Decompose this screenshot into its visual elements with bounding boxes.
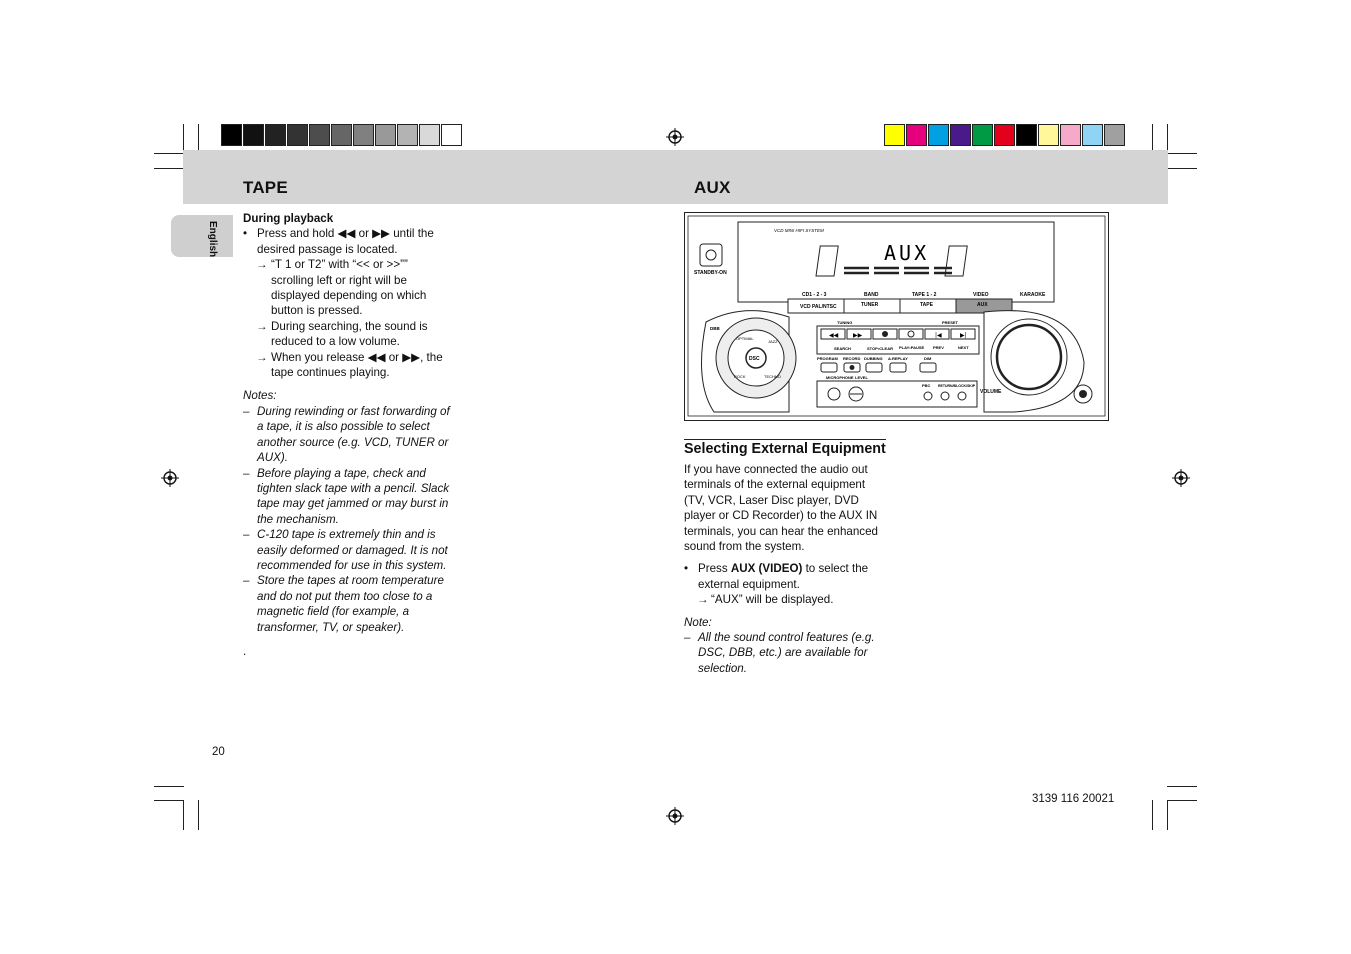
crop-mark	[183, 800, 184, 830]
list-item: → When you release ◀◀ or ▶▶, the tape continues playing.	[256, 350, 443, 380]
registration-mark-icon	[666, 807, 684, 825]
karaoke-logo: KARAOKE	[1020, 292, 1046, 298]
display-readout: AUX	[884, 241, 930, 265]
list-item: → “AUX” will be displayed.	[697, 593, 834, 607]
source-button-label: AUX	[977, 302, 988, 308]
transport-label: SEARCH	[834, 346, 851, 351]
color-swatch	[243, 124, 264, 146]
document-code: 3139 116 20021	[1032, 793, 1115, 805]
pbc-label: PBC	[922, 383, 931, 388]
list-item: • Press and hold ◀◀ or ▶▶ until the desired passage is located.	[243, 227, 434, 256]
function-label: DUBBING	[864, 356, 883, 361]
color-swatch	[950, 124, 971, 146]
level-label: LEVEL	[855, 375, 868, 380]
function-label: A.REPLAY	[888, 356, 908, 361]
color-swatch	[1082, 124, 1103, 146]
return-label: RETURN/BLOCK/SKIP	[938, 384, 976, 388]
intro-paragraph: If you have connected the audio out terminals of the external equipment (TV, VCR, Laser Disc player, DVD player or CD Recorder) to the AUX IN terminals, you can hear the enhanced sound from the system.	[684, 463, 878, 554]
color-swatch	[1104, 124, 1125, 146]
function-label: RECORD	[843, 356, 861, 361]
preset-label: PRESET	[942, 320, 959, 325]
header-band	[183, 150, 1168, 204]
color-swatch	[397, 124, 418, 146]
list-item: – During rewinding or fast forwarding of a tape, it is also possible to select another source (e.g. VCD, TUNER or AUX).	[243, 404, 450, 465]
crop-mark	[154, 786, 184, 787]
color-swatch	[287, 124, 308, 146]
list-item: – Before playing a tape, check and tighten slack tape with a pencil. Slack tape may get jammed or may burst in the mechanism.	[243, 466, 450, 526]
function-label: PROGRAM	[817, 356, 838, 361]
color-swatch	[309, 124, 330, 146]
dial-label: TECHNO	[764, 374, 781, 379]
registration-mark-icon	[1172, 469, 1190, 487]
notes-title: Notes:	[243, 389, 277, 403]
standby-label: STANDBY-ON	[694, 270, 727, 276]
crop-mark	[154, 800, 184, 801]
color-swatch	[972, 124, 993, 146]
color-swatch	[994, 124, 1015, 146]
color-swatch	[1060, 124, 1081, 146]
dial-label: JAZZ	[768, 339, 778, 344]
list-item: → During searching, the sound is reduced to a low volume.	[256, 319, 428, 349]
section-rule	[684, 439, 886, 440]
source-button-label: TUNER	[861, 302, 879, 308]
dial-label: ROCK	[734, 374, 746, 379]
stray-dot: .	[243, 645, 247, 658]
crop-mark	[1167, 800, 1168, 830]
language-tab	[171, 215, 233, 257]
crop-mark	[154, 168, 184, 169]
brand-line: VCD MINI HIFI SYSTEM	[774, 228, 824, 233]
crop-mark	[1167, 786, 1197, 787]
crop-mark	[154, 153, 184, 154]
registration-mark-icon	[666, 128, 684, 146]
mic-label: MICROPHONE	[826, 375, 854, 380]
list-item: – Store the tapes at room temperature and do not put them too close to a magnetic field (for example, a transformer, TV, or speaker).	[243, 574, 444, 634]
color-swatch	[375, 124, 396, 146]
crop-mark	[1167, 153, 1197, 154]
color-swatch	[928, 124, 949, 146]
color-swatch	[906, 124, 927, 146]
svg-text:|◀: |◀	[935, 332, 942, 339]
list-item: • Press AUX (VIDEO) to select the external equipment.	[684, 562, 869, 591]
transport-label: PLAY•PAUSE	[899, 345, 925, 350]
color-swatch	[1016, 124, 1037, 146]
dsc-label: DSC	[749, 356, 760, 362]
page-title-aux: AUX	[694, 178, 731, 197]
note-title: Note:	[684, 615, 712, 629]
page-title-tape: TAPE	[243, 178, 288, 197]
color-swatch	[353, 124, 374, 146]
source-button-label: VCD PAL/NTSC	[800, 304, 837, 310]
transport-label: NEXT	[958, 345, 969, 350]
list-item: – All the sound control features (e.g. DSC, DBB, etc.) are available for selection.	[684, 631, 875, 675]
crop-mark	[1167, 800, 1197, 801]
color-swatch	[884, 124, 905, 146]
page-number: 20	[212, 746, 225, 758]
left-column	[243, 211, 453, 635]
source-label: CD1 - 2 - 3	[802, 292, 827, 298]
right-column	[684, 462, 889, 676]
section-heading: During playback	[243, 212, 334, 225]
svg-text:▶|: ▶|	[960, 332, 967, 339]
transport-label: PREV	[933, 345, 944, 350]
source-button-label: TAPE	[920, 302, 933, 308]
crop-mark	[1152, 800, 1153, 830]
color-swatch	[441, 124, 462, 146]
dbb-label: DBB	[710, 326, 720, 331]
svg-text:◀◀: ◀◀	[829, 332, 839, 339]
tuning-label: TUNING	[837, 320, 853, 325]
dial-label: OPTIMAL	[736, 336, 754, 341]
language-tab-label: English	[207, 221, 218, 258]
device-front-panel-illustration	[684, 212, 1109, 421]
source-label: BAND	[864, 292, 879, 298]
crop-mark	[198, 800, 199, 830]
source-label: TAPE 1 - 2	[912, 292, 937, 298]
color-swatch	[419, 124, 440, 146]
registration-mark-icon	[161, 469, 179, 487]
list-item: → “T 1 or T2” with “<< or >>”” scrolling left or right will be displayed depending on which button is pressed.	[256, 258, 427, 318]
crop-mark	[1167, 168, 1197, 169]
transport-label: STOP•CLEAR	[867, 346, 893, 351]
section-title: Selecting External Equipment	[684, 441, 886, 457]
list-item: – C-120 tape is extremely thin and is easily deformed or damaged. It is not recommended for use in this system.	[243, 528, 448, 572]
color-swatch	[221, 124, 242, 146]
volume-label: VOLUME	[980, 389, 1002, 395]
source-label: VIDEO	[973, 292, 989, 298]
color-swatch	[265, 124, 286, 146]
color-swatch	[331, 124, 352, 146]
svg-text:▶▶: ▶▶	[853, 332, 863, 339]
function-label: DIM	[924, 356, 932, 361]
color-swatch	[1038, 124, 1059, 146]
